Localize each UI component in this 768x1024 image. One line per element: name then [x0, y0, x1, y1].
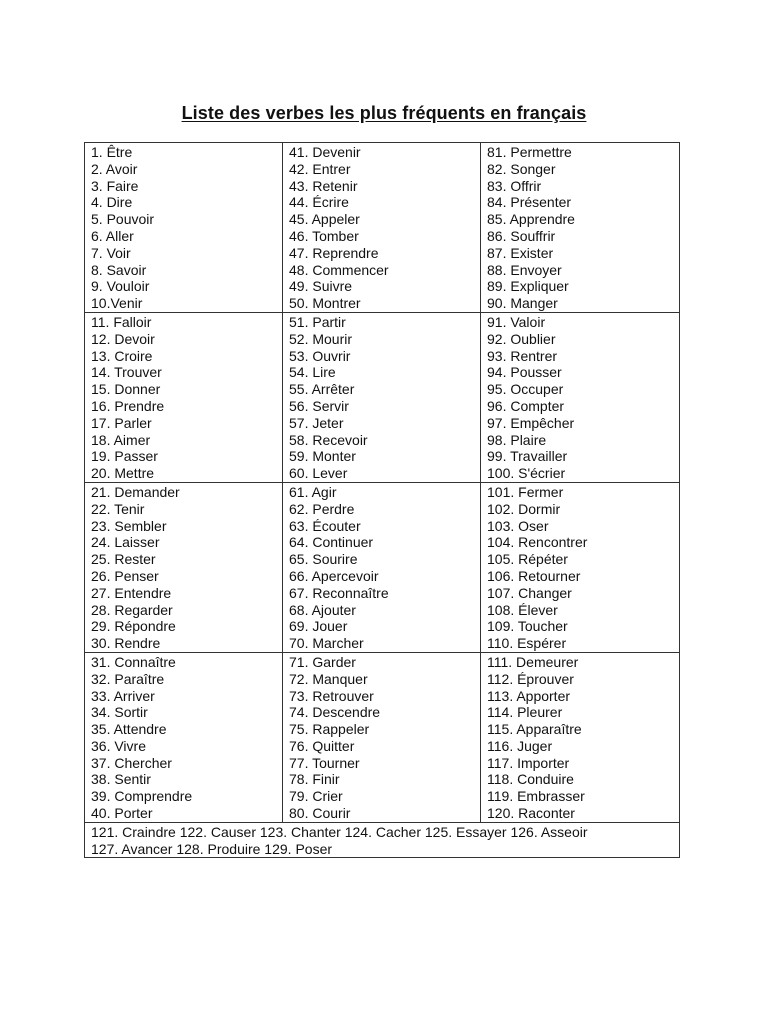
verb-item: 83. Offrir — [487, 177, 542, 194]
verb-item: 99. Travailler — [487, 448, 568, 465]
verb-block-row — [85, 143, 680, 313]
verb-item: 69. Jouer — [289, 618, 348, 635]
verb-item: 119. Embrasser — [487, 788, 585, 805]
verb-item: 113. Apporter — [487, 687, 571, 704]
verb-block-row — [85, 652, 680, 822]
verb-item: 15. Donner — [91, 381, 161, 398]
verb-item: 52. Mourir — [289, 330, 353, 347]
footer-cell — [85, 822, 680, 858]
verb-item: 109. Toucher — [487, 618, 568, 635]
verb-item: 111. Demeurer — [487, 653, 579, 670]
verb-item: 26. Penser — [91, 567, 159, 584]
verb-item: 82. Songer — [487, 160, 556, 177]
verb-column-cell — [283, 312, 481, 482]
verb-item: 17. Parler — [91, 414, 152, 431]
verb-item: 87. Exister — [487, 244, 554, 261]
verb-item: 95. Occuper — [487, 381, 564, 398]
verb-item: 38. Sentir — [91, 771, 151, 788]
verb-block-row — [85, 482, 680, 652]
verb-column-cell — [481, 482, 680, 652]
verb-item: 118. Conduire — [487, 771, 574, 788]
verb-item: 55. Arrêter — [289, 381, 355, 398]
verb-item: 32. Paraître — [91, 670, 165, 687]
verb-item: 73. Retrouver — [289, 687, 374, 704]
verb-item: 84. Présenter — [487, 194, 572, 211]
verb-item: 22. Tenir — [91, 500, 145, 517]
verb-item: 106. Retourner — [487, 567, 581, 584]
verb-item: 66. Apercevoir — [289, 567, 379, 584]
footer-line: 121. Craindre 122. Causer 123. Chanter 124. Cacher 125. Essayer 126. Asseoir — [91, 823, 588, 840]
verb-item: 85. Apprendre — [487, 211, 575, 228]
verb-item: 4. Dire — [91, 194, 133, 211]
verb-item: 65. Sourire — [289, 551, 358, 568]
verb-item: 56. Servir — [289, 397, 349, 414]
verb-item: 88. Envoyer — [487, 261, 562, 278]
verb-item: 28. Regarder — [91, 601, 173, 618]
verb-item: 36. Vivre — [91, 737, 146, 754]
verb-item: 50. Montrer — [289, 295, 361, 312]
verb-item: 115. Apparaître — [487, 721, 582, 738]
verb-item: 41. Devenir — [289, 144, 361, 160]
verb-item: 63. Écouter — [289, 517, 361, 534]
verb-item: 18. Aimer — [91, 431, 151, 448]
footer-row — [85, 822, 680, 858]
verb-column-cell — [85, 312, 283, 482]
verb-item: 68. Ajouter — [289, 601, 356, 618]
verb-column-cell — [283, 652, 481, 822]
verb-item: 59. Monter — [289, 448, 356, 465]
verb-item: 27. Entendre — [91, 584, 172, 601]
page-title: Liste des verbes les plus fréquents en français — [181, 103, 587, 123]
verb-item: 34. Sortir — [91, 704, 148, 721]
verb-item: 74. Descendre — [289, 704, 381, 721]
verb-item: 20. Mettre — [91, 465, 155, 482]
verb-item: 67. Reconnaître — [289, 584, 389, 601]
verb-item: 80. Courir — [289, 805, 351, 822]
verb-item: 9. Vouloir — [91, 278, 150, 295]
verb-item: 3. Faire — [91, 177, 139, 194]
verb-item: 47. Reprendre — [289, 244, 379, 261]
verb-item: 14. Trouver — [91, 364, 162, 381]
verb-item: 37. Chercher — [91, 754, 172, 771]
verb-item: 114. Pleurer — [487, 704, 563, 721]
verb-column-cell — [85, 143, 283, 313]
verb-item: 76. Quitter — [289, 737, 355, 754]
verb-item: 51. Partir — [289, 313, 346, 330]
verb-item: 13. Croire — [91, 347, 153, 364]
verb-item: 11. Falloir — [91, 313, 152, 330]
verb-item: 64. Continuer — [289, 534, 374, 551]
verb-item: 108. Élever — [487, 601, 558, 618]
verb-item: 62. Perdre — [289, 500, 355, 517]
verb-block-row — [85, 312, 680, 482]
verb-column-cell — [85, 652, 283, 822]
verb-item: 60. Lever — [289, 465, 348, 482]
verb-item: 107. Changer — [487, 584, 572, 601]
verb-item: 19. Passer — [91, 448, 158, 465]
verb-item: 70. Marcher — [289, 635, 364, 652]
verb-item: 105. Répéter — [487, 551, 568, 568]
verb-item: 12. Devoir — [91, 330, 155, 347]
verb-item: 72. Manquer — [289, 670, 368, 687]
verb-item: 100. S'écrier — [487, 465, 566, 482]
footer-line: 127. Avancer 128. Produire 129. Poser — [91, 840, 333, 857]
verb-column-cell — [481, 652, 680, 822]
verb-item: 25. Rester — [91, 551, 156, 568]
verb-item: 78. Finir — [289, 771, 340, 788]
verb-item: 40. Porter — [91, 805, 153, 822]
verb-item: 7. Voir — [91, 244, 131, 261]
verb-item: 5. Pouvoir — [91, 211, 155, 228]
verb-item: 1. Être — [91, 144, 133, 160]
verb-item: 46. Tomber — [289, 227, 359, 244]
verb-column-cell — [481, 312, 680, 482]
verb-item: 81. Permettre — [487, 144, 572, 160]
verb-item: 116. Juger — [487, 737, 553, 754]
verb-item: 35. Attendre — [91, 721, 167, 738]
verb-item: 30. Rendre — [91, 635, 161, 652]
verb-column-cell — [283, 482, 481, 652]
verb-item: 24. Laisser — [91, 534, 160, 551]
verb-item: 101. Fermer — [487, 483, 564, 500]
verb-item: 6. Aller — [91, 227, 134, 244]
verb-table — [84, 142, 680, 858]
verb-item: 58. Recevoir — [289, 431, 368, 448]
verb-item: 91. Valoir — [487, 313, 546, 330]
verb-item: 90. Manger — [487, 295, 558, 312]
verb-item: 92. Oublier — [487, 330, 556, 347]
verb-item: 110. Espérer — [487, 635, 567, 652]
verb-column-cell — [481, 143, 680, 313]
verb-item: 39. Comprendre — [91, 788, 193, 805]
verb-item: 42. Entrer — [289, 160, 351, 177]
verb-item: 96. Compter — [487, 397, 565, 414]
verb-item: 45. Appeler — [289, 211, 360, 228]
verb-item: 53. Ouvrir — [289, 347, 351, 364]
verb-item: 86. Souffrir — [487, 227, 556, 244]
verb-item: 77. Tourner — [289, 754, 360, 771]
verb-item: 21. Demander — [91, 483, 180, 500]
verb-item: 29. Répondre — [91, 618, 176, 635]
verb-item: 120. Raconter — [487, 805, 575, 822]
verb-item: 102. Dormir — [487, 500, 561, 517]
verb-item: 43. Retenir — [289, 177, 358, 194]
verb-item: 44. Écrire — [289, 194, 349, 211]
verb-item: 2. Avoir — [91, 160, 138, 177]
verb-item: 98. Plaire — [487, 431, 547, 448]
verb-item: 103. Oser — [487, 517, 549, 534]
verb-item: 61. Agir — [289, 483, 337, 500]
verb-item: 33. Arriver — [91, 687, 155, 704]
verb-item: 97. Empêcher — [487, 414, 575, 431]
verb-item: 117. Importer — [487, 754, 570, 771]
verb-item: 93. Rentrer — [487, 347, 558, 364]
verb-item: 23. Sembler — [91, 517, 167, 534]
verb-item: 79. Crier — [289, 788, 343, 805]
verb-column-cell — [85, 482, 283, 652]
verb-item: 112. Éprouver — [487, 670, 574, 687]
verb-item: 16. Prendre — [91, 397, 165, 414]
verb-item: 31. Connaître — [91, 653, 176, 670]
verb-item: 49. Suivre — [289, 278, 353, 295]
verb-column-cell — [283, 143, 481, 313]
verb-item: 104. Rencontrer — [487, 534, 588, 551]
verb-item: 94. Pousser — [487, 364, 562, 381]
verb-item: 75. Rappeler — [289, 721, 370, 738]
verb-item: 54. Lire — [289, 364, 336, 381]
verb-item: 57. Jeter — [289, 414, 344, 431]
verb-table-body — [85, 143, 680, 858]
verb-item: 48. Commencer — [289, 261, 389, 278]
verb-item: 10.Venir — [91, 295, 143, 312]
verb-item: 89. Expliquer — [487, 278, 569, 295]
verb-item: 71. Garder — [289, 653, 356, 670]
verb-item: 8. Savoir — [91, 261, 147, 278]
